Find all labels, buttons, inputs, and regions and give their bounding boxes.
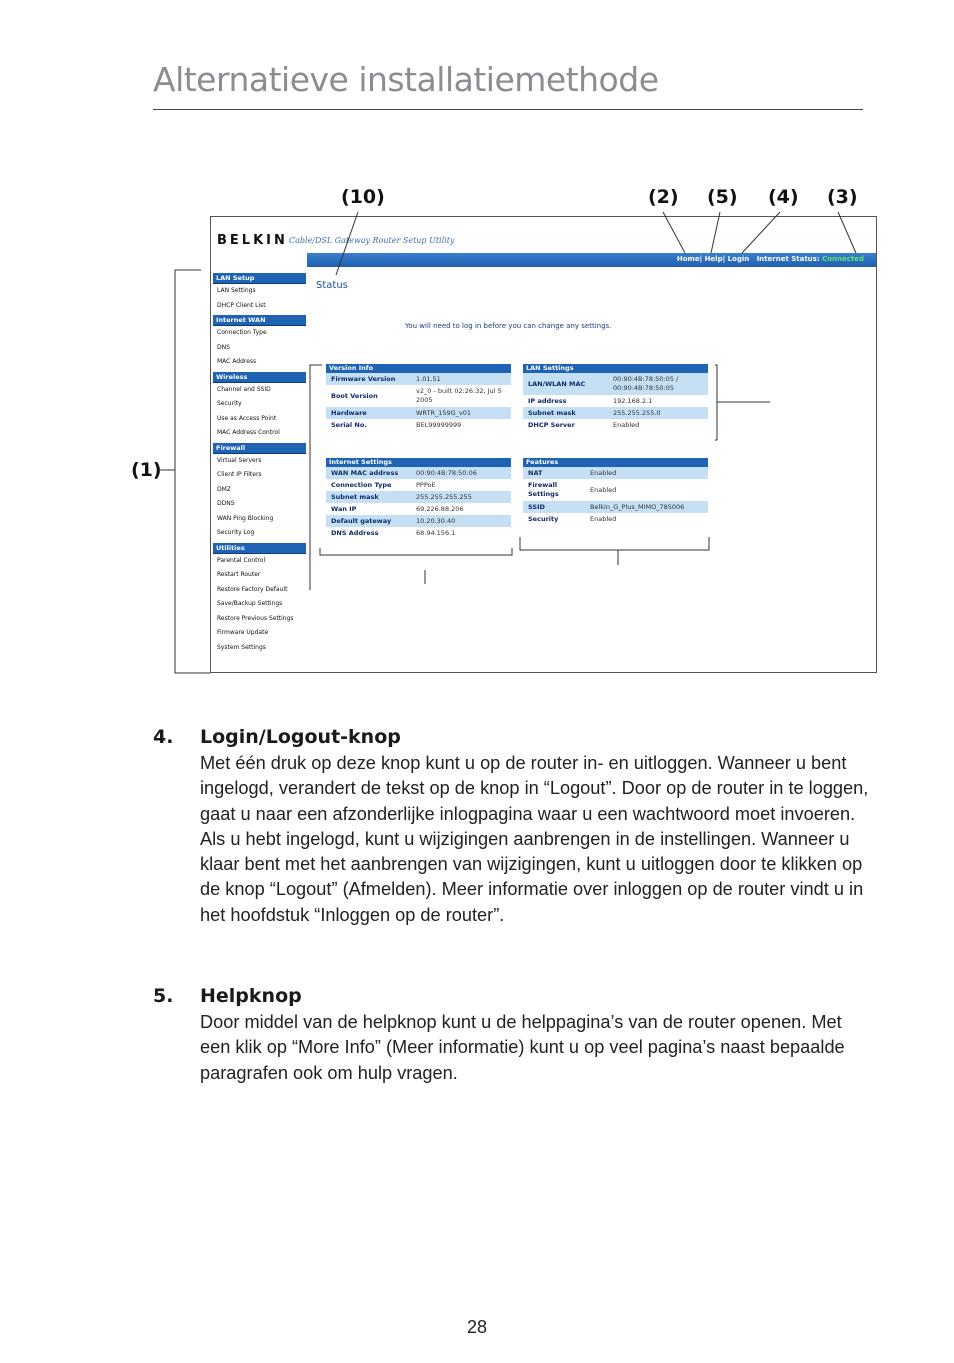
nav-item[interactable]: Save/Backup Settings [217,600,283,607]
nav-header-lan-setup[interactable]: LAN Setup [213,273,306,284]
table-row [326,503,511,515]
row-key: Subnet mask [528,409,576,417]
utility-title: Cable/DSL Gateway Router Setup Utility [289,236,455,245]
nav-item[interactable]: DMZ [217,485,231,493]
nav-item[interactable]: DHCP Client List [217,301,266,309]
row-value: 192.168.2.1 [613,397,653,405]
table-row [326,527,511,539]
table-row [523,419,708,431]
row-value: WRTR_159G_v01 [416,409,472,417]
row-value: 00:90:4B:78:50:06 [416,469,477,477]
callout-3: (3) [827,186,858,208]
nav-item[interactable]: Virtual Servers [217,456,262,464]
nav-item[interactable]: Restore Factory Default [217,585,288,593]
callout-4: (4) [768,186,799,208]
table-row [523,501,708,513]
row-value: 69.226.88.206 [416,505,464,513]
row-key: Default gateway [331,517,392,525]
nav-item[interactable]: Connection Type [217,329,267,336]
section-login-logout [153,726,869,956]
row-value: Enabled [613,421,640,429]
row-key: Wan IP [331,505,357,513]
table-row [523,467,708,479]
nav-item[interactable]: Parental Control [217,556,266,564]
version-info-panel [326,364,511,431]
section-number: 4. [153,726,174,748]
row-key: DNS Address [331,529,379,537]
table-row [326,373,511,385]
nav-header-internet-wan[interactable]: Internet WAN [213,315,306,326]
table-row [523,479,708,501]
panel-title: Features [523,458,708,467]
internet-status-label: Internet Status: [756,255,820,263]
belkin-logo: BELKIN [217,233,288,248]
table-row [326,515,511,527]
features-panel [523,458,708,525]
nav-item[interactable]: Use as Access Point [217,414,277,422]
table-row [326,419,511,431]
nav-header-firewall[interactable]: Firewall [213,443,306,454]
internet-status-value: Connected [822,255,864,263]
nav-item[interactable]: LAN Settings [217,287,256,294]
nav-header-wireless[interactable]: Wireless [213,372,306,383]
section-number: 5. [153,985,174,1007]
row-value: BEL99999999 [416,421,462,429]
lan-settings-panel [523,364,708,431]
row-key: LAN/WLAN MAC [528,380,586,388]
nav-item[interactable]: Client IP Filters [217,471,262,478]
nav-item[interactable]: System Settings [217,643,266,651]
nav-item[interactable]: MAC Address Control [217,429,280,436]
section-heading: Login/Logout-knop [200,726,401,748]
nav-header-utilities[interactable]: Utilities [213,543,306,554]
row-value: 255.255.255.255 [416,493,472,501]
row-value: Enabled [590,469,617,477]
nav-tab [211,253,307,267]
row-key: Firewall Settings [528,481,559,498]
row-key: Security [528,515,559,523]
section-text: Door middel van de helpknop kunt u de helppagina’s van de router openen. Met een klik op “More Info” (Meer informatie) kunt u op veel pagina’s naast bepaalde paragrafen ook om hulp vragen. [200,1012,845,1083]
table-row [523,395,708,407]
nav-item[interactable]: Security [217,400,242,407]
table-row [523,373,708,395]
table-row [326,407,511,419]
nav-item[interactable]: DDNS [217,500,235,507]
table-row [326,467,511,479]
row-key: Firmware Version [331,375,396,383]
nav-item[interactable]: Security Log [217,529,255,536]
row-value: v2_0 - built 02:26:32, Jul 5 2005 [416,387,502,404]
section-help [153,985,863,1095]
top-links[interactable] [677,255,864,263]
section-text: Met één druk op deze knop kunt u op de router in- en uitloggen. Wanneer u bent ingelogd, verandert de tekst op de knop in “Logout”. Door op de router in te loggen, gaat u naar een afzonderlijke inlogpagina waar u een wachtwoord moet invoeren. Als u hebt ingelogd, kunt u wijzigingen aanbrengen in de instellingen. Wanneer u klaar bent met het aanbrengen van wijzigingen, kunt u uitloggen door te klikken op de knop “Logout” (Afmelden). Meer informatie over inloggen op de router vindt u in het hoofdstuk “Inloggen op de router”. [200,753,869,925]
status-heading: Status [316,280,348,291]
row-key: Serial No. [331,421,367,429]
row-value: 1.01.51 [416,375,441,383]
nav-item[interactable]: Channel and SSID [217,385,271,393]
router-screenshot [210,216,877,673]
nav-item[interactable]: MAC Address [217,358,257,365]
row-key: DHCP Server [528,421,575,429]
row-key: NAT [528,469,543,477]
home-help-login-links[interactable]: Home| Help| Login [676,255,750,263]
panel-title: Internet Settings [326,458,511,467]
callout-1: (1) [131,459,162,481]
sidebar-nav [213,271,306,655]
nav-item[interactable]: DNS [217,343,230,351]
internet-settings-panel [326,458,511,539]
title-divider [153,109,863,110]
row-value: Enabled [590,515,617,523]
row-value: 68.94.156.1 [416,529,456,537]
table-row [326,479,511,491]
callout-2: (2) [648,186,679,208]
nav-item[interactable]: Restart Router [217,571,261,578]
nav-item[interactable]: Restore Previous Settings [217,614,294,622]
row-key: Boot Version [331,392,378,400]
nav-item[interactable]: WAN Ping Blocking [217,514,274,522]
row-key: Hardware [331,409,367,417]
row-value: Belkin_G_Plus_MIMO_785006 [590,503,685,511]
table-row [326,491,511,503]
login-message: You will need to log in before you can change any settings. [405,322,612,330]
table-row [523,407,708,419]
row-key: Connection Type [331,481,392,489]
section-heading: Helpknop [200,985,302,1007]
callout-10: (10) [341,186,385,208]
page-number: 28 [466,1317,488,1337]
row-value: 10.20.30.40 [416,517,456,525]
row-value: PPPoE [416,481,436,489]
row-key: WAN MAC address [331,469,399,477]
nav-item[interactable]: Firmware Update [217,629,269,636]
callout-5: (5) [707,186,738,208]
table-row [523,513,708,525]
row-key: SSID [528,503,545,511]
panel-title: Version Info [326,364,511,373]
row-value: 255.255.255.0 [613,409,661,417]
page-title: Alternatieve installatiemethode [153,60,659,99]
row-value: Enabled [590,486,617,494]
panel-title: LAN Settings [523,364,708,373]
row-key: Subnet mask [331,493,379,501]
row-key: IP address [528,397,567,405]
table-row [326,385,511,407]
row-value: 00:90:4B:78:50:05 / 00:90:4B:78:50:05 [613,375,679,392]
